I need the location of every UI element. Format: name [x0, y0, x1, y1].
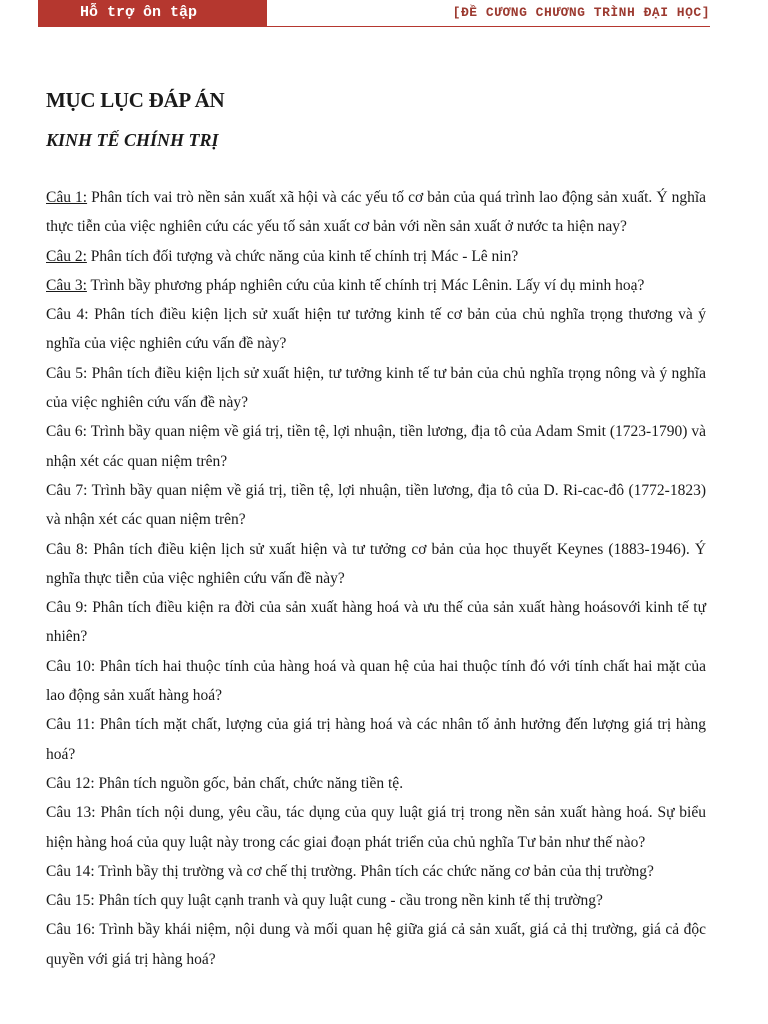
question-number: Câu 6: — [46, 423, 87, 441]
page-title: MỤC LỤC ĐÁP ÁN — [46, 88, 225, 112]
header-document-label: [ĐỀ CƯƠNG CHƯƠNG TRÌNH ĐẠI HỌC] — [452, 5, 710, 20]
question-text: Phân tích mặt chất, lượng của giá trị hàng hoá và các nhân tố ảnh hưởng đến lượng giá trị hàng hoá? — [46, 716, 707, 763]
question-text: Phân tích nội dung, yêu cầu, tác dụng của quy luật giá trị trong nền sản xuất hàng hoá. Sự biểu hiện hàng hoá của quy luật này trong các giai đoạn phát triển của chủ nghĩa Tư bản như thế nào? — [46, 804, 706, 851]
question-item — [46, 359, 706, 418]
question-item — [46, 652, 706, 711]
question-item — [46, 769, 706, 798]
question-number: Câu 7: — [46, 481, 88, 499]
question-number: Câu 16: — [46, 921, 96, 939]
question-text: Trình bầy quan niệm về giá trị, tiền tệ, lợi nhuận, tiền lương, địa tô của Adam Smit (1723-1790) và nhận xét các quan niệm trên? — [46, 423, 706, 470]
question-item — [46, 886, 706, 915]
question-text: Phân tích đối tượng và chức năng của kinh tế chính trị Mác - Lê nin? — [90, 247, 519, 265]
question-number: Câu 2: — [46, 247, 87, 265]
question-item — [46, 417, 706, 476]
page-header — [38, 0, 710, 28]
question-number: Câu 5: — [46, 364, 88, 382]
question-number: Câu 12: — [46, 774, 95, 792]
question-number: Câu 1: — [46, 189, 88, 206]
question-item[interactable] — [46, 242, 706, 271]
question-text: Trình bầy thị trường và cơ chế thị trường. Phân tích các chức năng cơ bản của thị trường? — [98, 862, 654, 880]
question-text: Phân tích nguồn gốc, bản chất, chức năng tiền tệ. — [98, 774, 404, 792]
question-number: Câu 8: — [46, 540, 89, 558]
question-number: Câu 11: — [46, 716, 95, 734]
question-item — [46, 593, 706, 652]
question-item — [46, 535, 706, 594]
question-item — [46, 710, 706, 769]
question-number: Câu 14: — [46, 862, 95, 880]
question-item — [46, 476, 706, 535]
question-number: Câu 4: — [46, 306, 89, 324]
question-item — [46, 798, 706, 857]
question-text: Phân tích điều kiện ra đời của sản xuất hàng hoá và ưu thế của sản xuất hàng hoásovới kinh tế tự nhiên? — [46, 599, 707, 646]
question-item — [46, 300, 706, 359]
question-item[interactable] — [46, 271, 706, 300]
question-number: Câu 15: — [46, 892, 95, 910]
question-text: Phân tích quy luật cạnh tranh và quy luật cung - cầu trong nền kinh tế thị trường? — [98, 892, 603, 910]
question-number: Câu 13: — [46, 804, 96, 822]
question-number: Câu 9: — [46, 599, 88, 617]
question-text: Phân tích điều kiện lịch sử xuất hiện tư tưởng kinh tế cơ bản của chủ nghĩa trọng thương và ý nghĩa của việc nghiên cứu vấn đề này? — [46, 306, 706, 353]
question-list — [46, 183, 706, 974]
question-item — [46, 915, 706, 974]
header-tab: Hỗ trợ ôn tập — [38, 0, 267, 26]
section-subtitle: KINH TẾ CHÍNH TRỊ — [46, 130, 219, 150]
question-text: Phân tích hai thuộc tính của hàng hoá và quan hệ của hai thuộc tính đó với tính chất hai mặt của lao động sản xuất hàng hoá? — [46, 657, 707, 705]
question-text: Phân tích điều kiện lịch sử xuất hiện và tư tưởng cơ bản của học thuyết Keynes (1883-1946). Ý nghĩa thực tiễn của việc nghiên cứu vấn đề này? — [46, 540, 707, 587]
question-number: Câu 3: — [46, 276, 87, 294]
question-text: Trình bầy quan niệm về giá trị, tiền tệ, lợi nhuận, tiền lương, địa tô của D. Ri-cac-đô (1772-1823) và nhận xét các quan niệm trên? — [46, 481, 706, 529]
header-divider — [38, 26, 710, 27]
question-item — [46, 857, 706, 886]
question-text: Phân tích điều kiện lịch sử xuất hiện, tư tưởng kinh tế tư bản của chủ nghĩa trọng nông và ý nghĩa của việc nghiên cứu vấn đề này? — [46, 364, 706, 412]
question-number: Câu 10: — [46, 657, 96, 675]
question-text: Phân tích vai trò nền sản xuất xã hội và các yếu tố cơ bản của quá trình lao động sản xuất. Ý nghĩa thực tiễn của việc nghiên cứu các yếu tố sản xuất cơ bản với nền sản xuất ở nước ta hiện nay? — [46, 189, 707, 236]
question-item[interactable] — [46, 183, 706, 242]
question-text: Trình bầy phương pháp nghiên cứu của kinh tế chính trị Mác Lênin. Lấy ví dụ minh hoạ? — [90, 276, 645, 294]
question-text: Trình bầy khái niệm, nội dung và mối quan hệ giữa giá cả sản xuất, giá cả thị trường, giá cả độc quyền với giá trị hàng hoá? — [46, 921, 706, 968]
